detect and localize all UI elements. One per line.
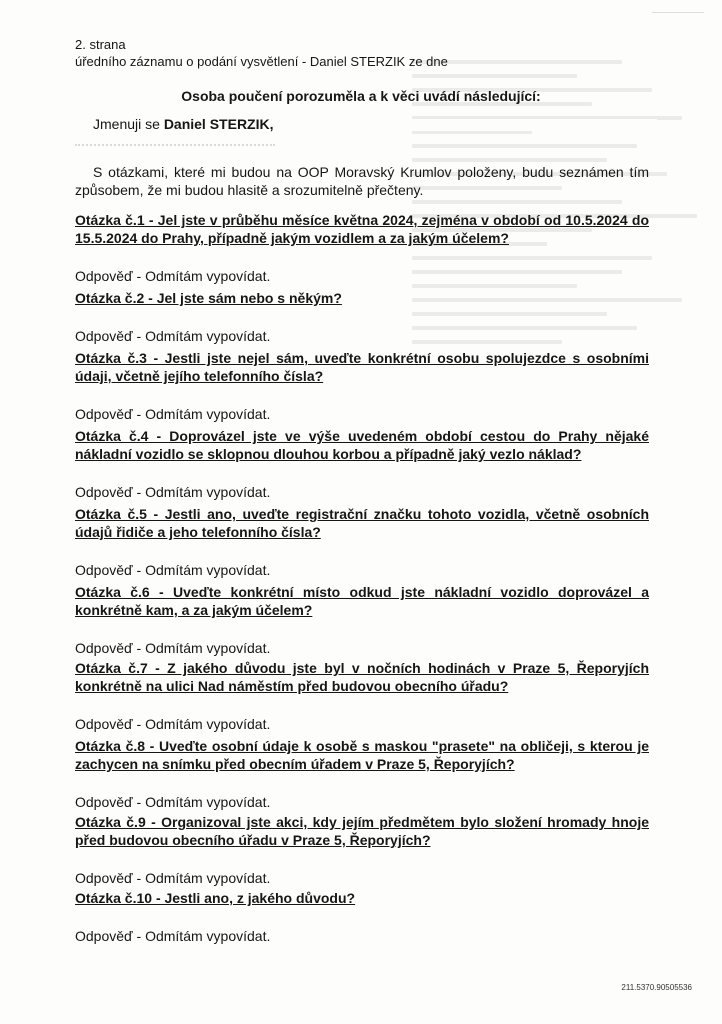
document-code: 211.5370.90505536: [621, 983, 692, 992]
question-5: Otázka č.5 - Jestli ano, uveďte registrační značku tohoto vozidla, včetně osobních údajů řidiče a jeho telefonního čísla?: [75, 506, 649, 540]
answer-6: Odpověď - Odmítám vypovídat.: [75, 640, 271, 656]
question-8: Otázka č.8 - Uveďte osobní údaje k osobě s maskou "prasete" na obličeji, s kterou je zachycen na snímku před obecním úřadem v Praze 5, Řeporyjích?: [75, 738, 649, 772]
qa-block-1: [75, 211, 649, 285]
header-page-number: 2. strana: [75, 37, 126, 52]
answer-3: Odpověď - Odmítám vypovídat.: [75, 406, 271, 422]
header-record-title: úředního záznamu o podání vysvětlení - Daniel STERZIK ze dne: [75, 54, 448, 69]
qa-block-5: [75, 505, 649, 579]
intro-prefix: Jmenuji se: [93, 116, 160, 132]
question-10: Otázka č.10 - Jestli ano, z jakého důvodu?: [75, 890, 356, 906]
answer-5: Odpověď - Odmítám vypovídat.: [75, 562, 271, 578]
section-title: Osoba poučení porozuměla a k věci uvádí následující:: [181, 88, 541, 104]
qa-block-9: [75, 813, 649, 887]
qa-block-10: [75, 889, 649, 945]
qa-block-3: [75, 349, 649, 423]
question-4: Otázka č.4 - Doprovázel jste ve výše uvedeném období cestou do Prahy nějaké nákladní vozidlo se sklopnou dlouhou korbou a případně jaký vezlo náklad?: [75, 428, 649, 462]
answer-2: Odpověď - Odmítám vypovídat.: [75, 328, 271, 344]
qa-block-7: [75, 659, 649, 733]
question-7: Otázka č.7 - Z jakého důvodu jste byl v nočních hodinách v Praze 5, Řeporyjích konkrétně na ulici Nad náměstím před budovou obecního úřadu?: [75, 660, 649, 694]
qa-block-2: [75, 289, 649, 345]
answer-7: Odpověď - Odmítám vypovídat.: [75, 716, 271, 732]
qa-block-8: [75, 737, 649, 811]
intro-name: Daniel STERZIK,: [163, 116, 274, 132]
question-6: Otázka č.6 - Uveďte konkrétní místo odkud jste nákladní vozidlo doprovázel a konkrétně kam, a za jakým účelem?: [75, 584, 649, 618]
scan-mark: [652, 12, 704, 13]
qa-block-6: [75, 583, 649, 657]
intro-paragraph: S otázkami, které mi budou na OOP Moravský Krumlov položeny, budu seznámen tím způsobem, že mi budou hlasitě a srozumitelně přečteny.: [75, 164, 649, 198]
qa-block-4: [75, 427, 649, 501]
redacted-area: [277, 119, 657, 131]
redacted-line: [75, 134, 275, 146]
answer-9: Odpověď - Odmítám vypovídat.: [75, 870, 271, 886]
question-2: Otázka č.2 - Jel jste sám nebo s někým?: [75, 290, 342, 306]
intro-line: [93, 116, 657, 132]
question-9: Otázka č.9 - Organizoval jste akci, kdy jejím předmětem bylo složení hromady hnoje před budovou obecního úřadu v Praze 5, Řeporyjích?: [75, 814, 649, 848]
answer-8: Odpověď - Odmítám vypovídat.: [75, 794, 271, 810]
answer-4: Odpověď - Odmítám vypovídat.: [75, 484, 271, 500]
answer-1: Odpověď - Odmítám vypovídat.: [75, 268, 271, 284]
page-header: [75, 36, 448, 70]
question-1: Otázka č.1 - Jel jste v průběhu měsíce května 2024, zejména v období od 10.5.2024 do 15.5.2024 do Prahy, případně jakým vozidlem a za jakým účelem?: [75, 212, 649, 246]
question-3: Otázka č.3 - Jestli jste nejel sám, uveďte konkrétní osobu spolujezdce s osobními údaji, včetně jejího telefonního čísla?: [75, 350, 649, 384]
answer-10: Odpověď - Odmítám vypovídat.: [75, 928, 271, 944]
